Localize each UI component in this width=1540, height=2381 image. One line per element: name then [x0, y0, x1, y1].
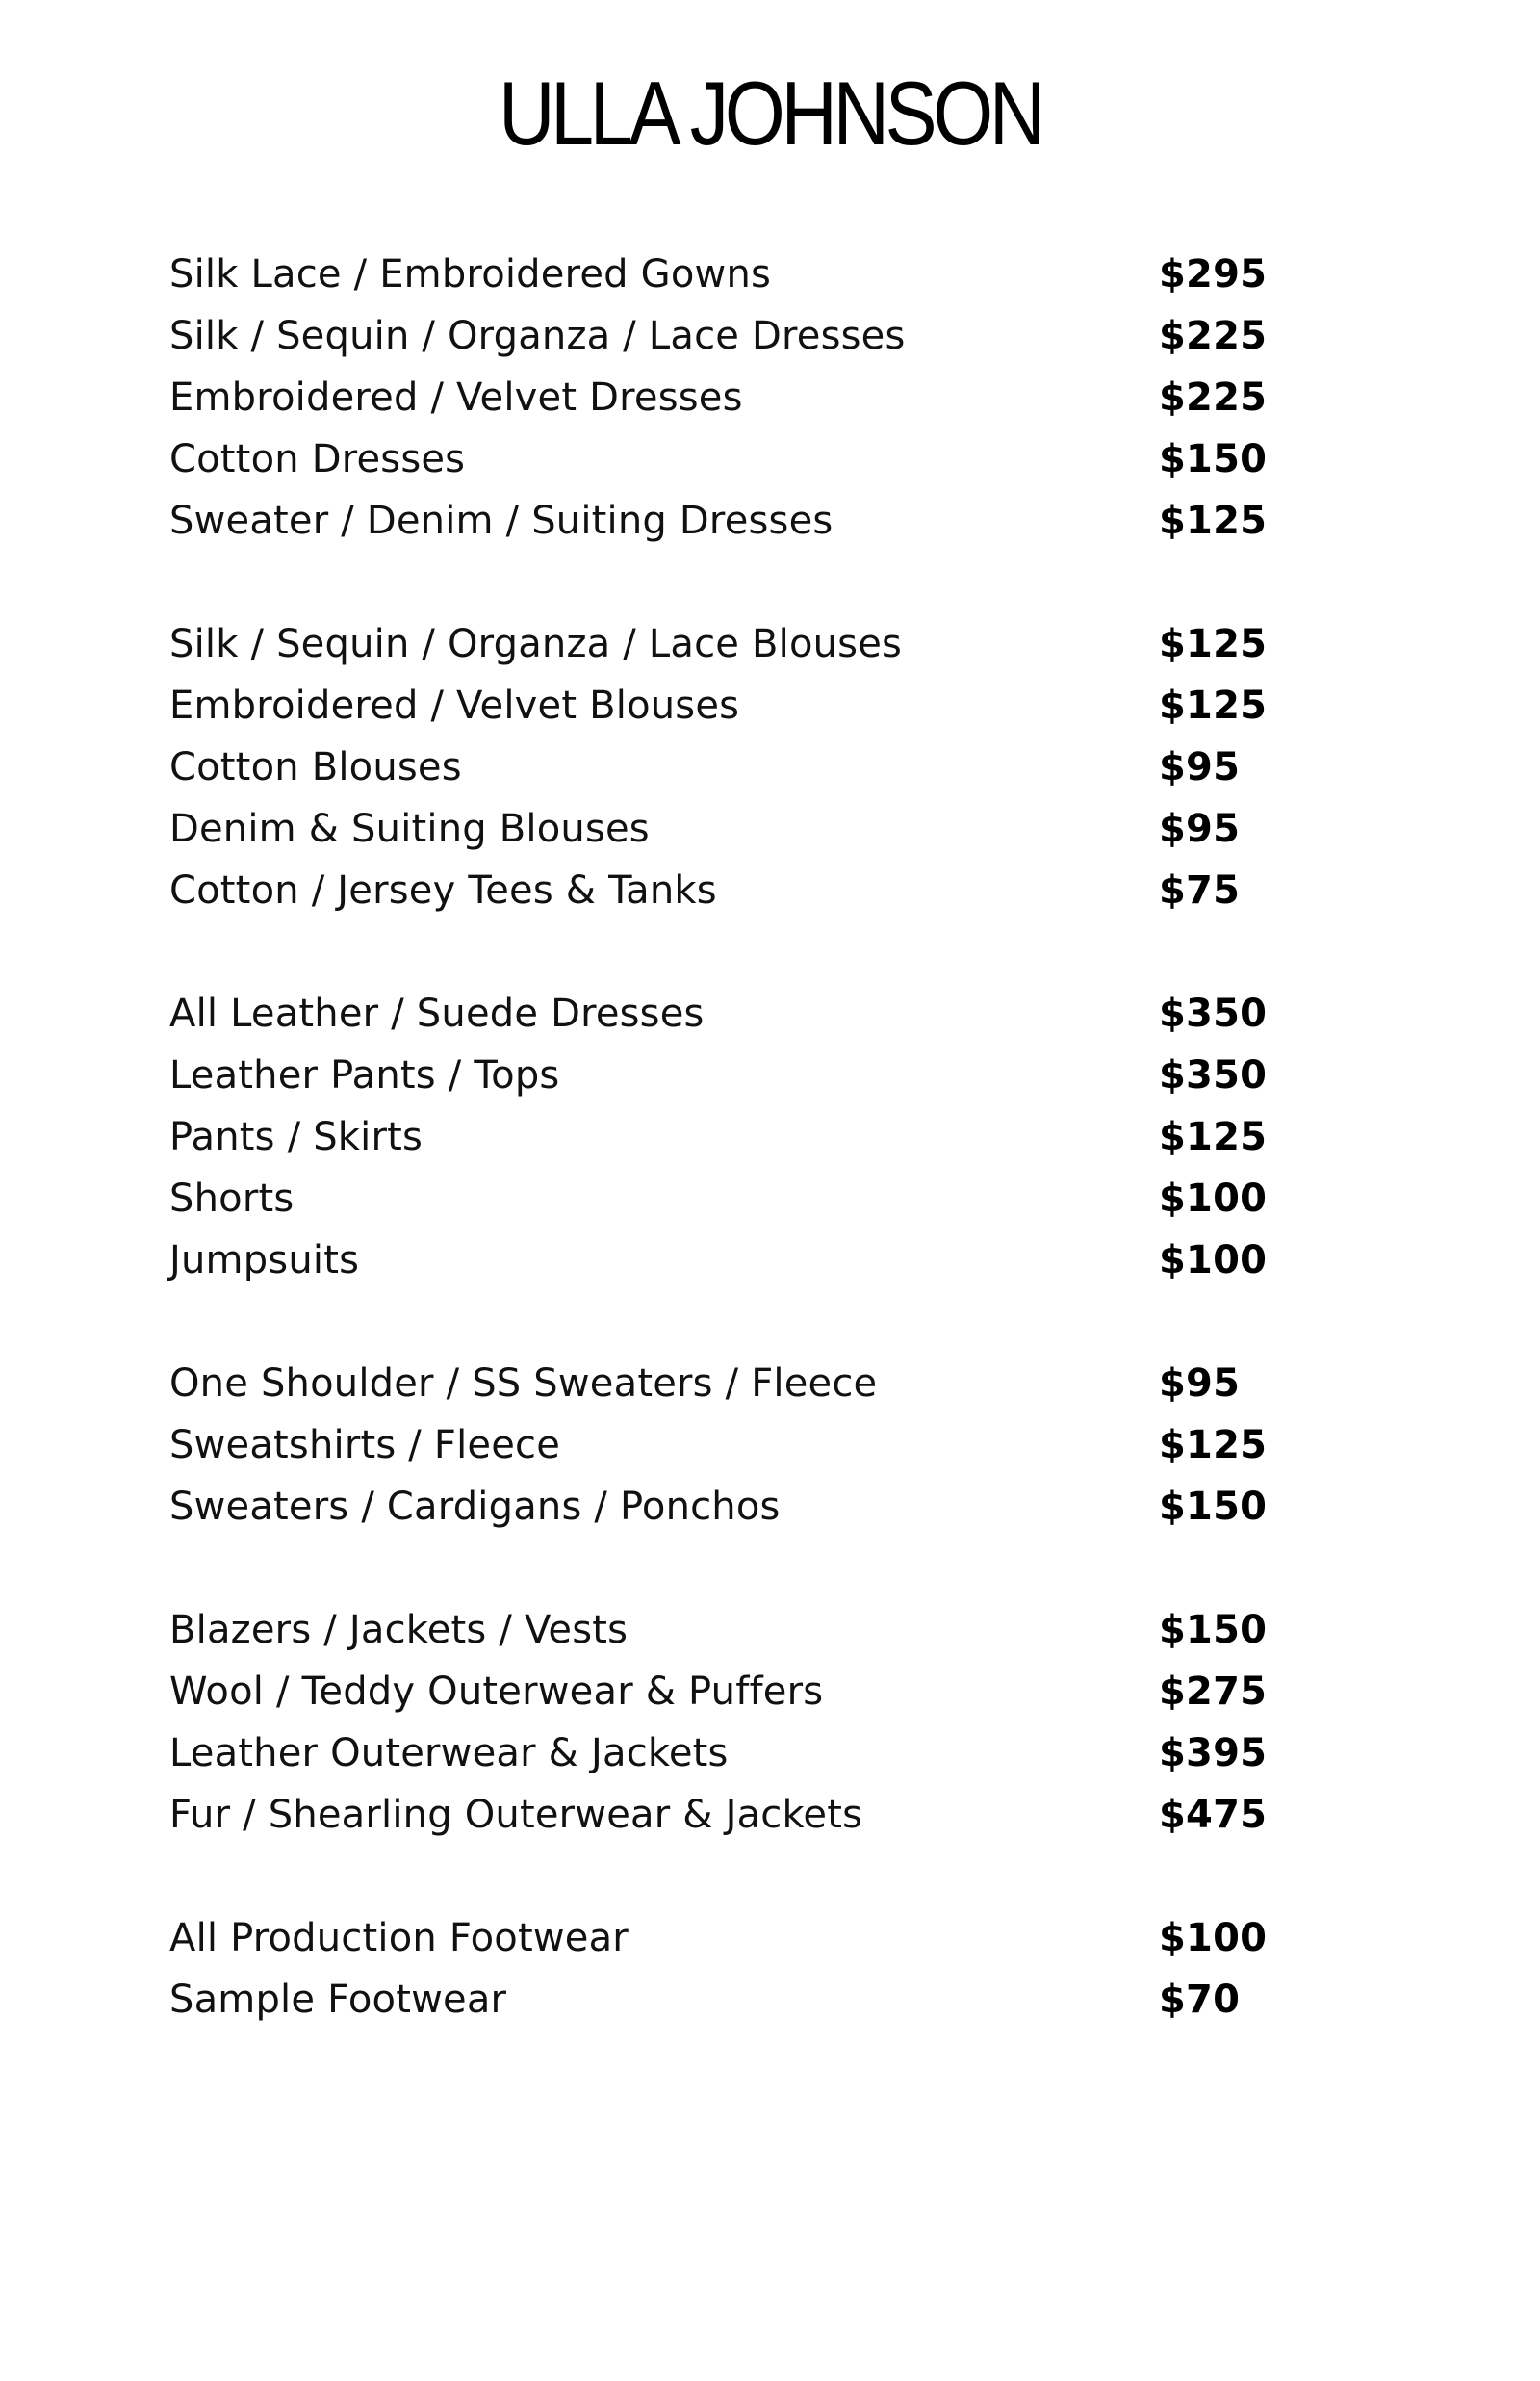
item-price: $295 — [1159, 252, 1268, 297]
price-row — [169, 428, 1276, 490]
price-row — [169, 1722, 1276, 1784]
item-price: $150 — [1159, 437, 1268, 481]
item-price: $95 — [1159, 807, 1241, 851]
price-row — [169, 737, 1276, 798]
price-row — [169, 613, 1276, 675]
item-price: $225 — [1159, 375, 1268, 420]
price-row — [169, 1599, 1276, 1661]
item-name: Silk / Sequin / Organza / Lace Blouses — [169, 622, 903, 666]
price-row — [169, 1661, 1276, 1722]
price-row — [169, 860, 1276, 921]
price-row — [169, 1476, 1276, 1538]
item-name: Silk / Sequin / Organza / Lace Dresses — [169, 314, 906, 358]
item-name: Leather Outerwear & Jackets — [169, 1731, 729, 1775]
price-row — [169, 798, 1276, 860]
item-name: Sweater / Denim / Suiting Dresses — [169, 499, 834, 543]
item-name: Cotton Dresses — [169, 437, 466, 481]
item-price: $350 — [1159, 992, 1268, 1036]
item-price: $125 — [1159, 499, 1268, 543]
item-name: Sweatshirts / Fleece — [169, 1423, 561, 1467]
item-price: $100 — [1159, 1238, 1268, 1282]
price-row — [169, 367, 1276, 428]
price-row — [169, 675, 1276, 737]
item-price: $225 — [1159, 314, 1268, 358]
item-price: $395 — [1159, 1731, 1268, 1775]
price-group-footwear — [169, 1907, 1276, 2031]
item-price: $95 — [1159, 745, 1241, 789]
price-row — [169, 1229, 1276, 1291]
item-name: Shorts — [169, 1177, 295, 1221]
item-price: $125 — [1159, 1423, 1268, 1467]
item-name: Cotton Blouses — [169, 745, 462, 789]
price-group-outerwear — [169, 1599, 1276, 1846]
brand-logo: ULLA JOHNSON — [499, 63, 1041, 164]
item-name: Silk Lace / Embroidered Gowns — [169, 252, 772, 297]
price-row — [169, 305, 1276, 367]
item-name: Sweaters / Cardigans / Ponchos — [169, 1485, 781, 1529]
price-row — [169, 1168, 1276, 1229]
item-name: All Leather / Suede Dresses — [169, 992, 705, 1036]
price-group-bottoms — [169, 983, 1276, 1291]
item-name: Sample Footwear — [169, 1978, 507, 2022]
item-price: $75 — [1159, 868, 1241, 913]
item-name: One Shoulder / SS Sweaters / Fleece — [169, 1361, 878, 1406]
item-price: $125 — [1159, 622, 1268, 666]
item-name: Denim & Suiting Blouses — [169, 807, 650, 851]
price-row — [169, 1784, 1276, 1846]
item-name: Embroidered / Velvet Dresses — [169, 375, 743, 420]
price-row — [169, 1106, 1276, 1168]
item-price: $100 — [1159, 1177, 1268, 1221]
item-price: $475 — [1159, 1793, 1268, 1837]
price-row — [169, 1045, 1276, 1106]
price-row — [169, 983, 1276, 1045]
item-price: $150 — [1159, 1485, 1268, 1529]
item-price: $95 — [1159, 1361, 1241, 1406]
item-name: Wool / Teddy Outerwear & Puffers — [169, 1669, 824, 1714]
item-name: Pants / Skirts — [169, 1115, 424, 1159]
item-name: Blazers / Jackets / Vests — [169, 1608, 629, 1652]
price-list — [169, 244, 1276, 2092]
item-name: Leather Pants / Tops — [169, 1053, 560, 1098]
price-group-dresses — [169, 244, 1276, 552]
price-group-blouses — [169, 613, 1276, 921]
price-row — [169, 1353, 1276, 1414]
item-price: $275 — [1159, 1669, 1268, 1714]
item-price: $150 — [1159, 1608, 1268, 1652]
item-price: $125 — [1159, 684, 1268, 728]
item-name: Jumpsuits — [169, 1238, 360, 1282]
item-price: $70 — [1159, 1978, 1241, 2022]
price-row — [169, 490, 1276, 552]
item-name: All Production Footwear — [169, 1916, 629, 1960]
price-row — [169, 1969, 1276, 2031]
price-row — [169, 1907, 1276, 1969]
item-name: Embroidered / Velvet Blouses — [169, 684, 740, 728]
item-name: Fur / Shearling Outerwear & Jackets — [169, 1793, 863, 1837]
item-price: $125 — [1159, 1115, 1268, 1159]
price-group-knits — [169, 1353, 1276, 1538]
item-price: $100 — [1159, 1916, 1268, 1960]
price-row — [169, 244, 1276, 305]
price-row — [169, 1414, 1276, 1476]
item-price: $350 — [1159, 1053, 1268, 1098]
item-name: Cotton / Jersey Tees & Tanks — [169, 868, 717, 913]
